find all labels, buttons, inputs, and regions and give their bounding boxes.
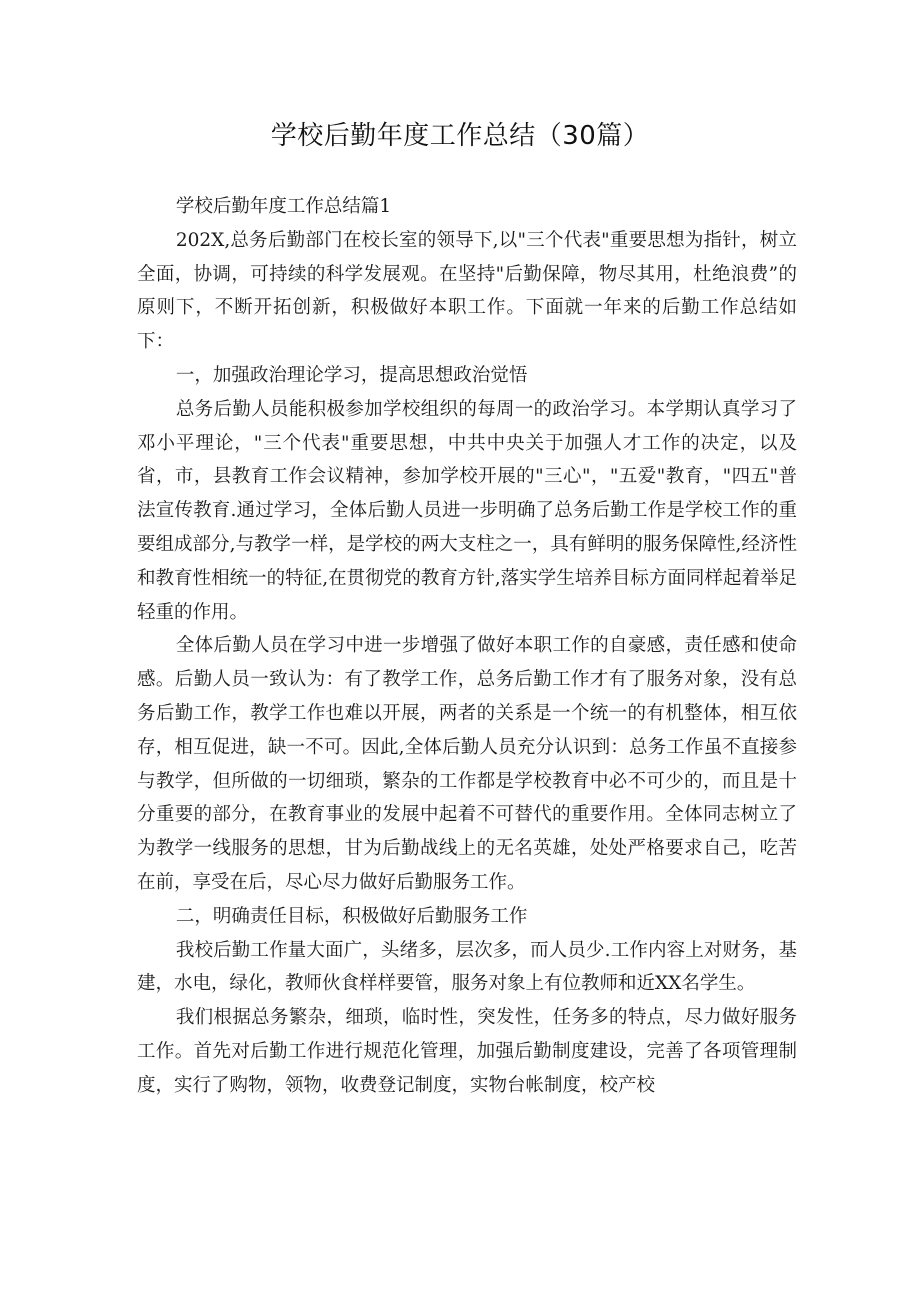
- section-heading-1: 一，加强政治理论学习，提高思想政治觉悟: [175, 364, 528, 386]
- paragraph: 总务后勤人员能积极参加学校组织的每周一的政治学习。本学期认真学习了邓小平理论，"三个代表"重要思想，中共中央关于加强人才工作的决定，以及省，市，县教育工作会议精神，参加学校开展的"三心"，"五爱"教育，"四五"普法宣传教育.通过学习，全体后勤人员进一步明确了总务后勤工作是学校工作的重要组成部分,与教学一样，是学校的两大支柱之一，具有鲜明的服务保障性,经济性和教育性相统一的特征,在贯彻党的教育方针,落实学生培养目标方面同样起着举足轻重的作用。: [137, 398, 797, 623]
- section-heading-2: 二，明确责任目标，积极做好后勤服务工作: [175, 905, 528, 927]
- section-heading-article-1: 学校后勤年度工作总结篇1: [175, 196, 392, 217]
- document-body: [137, 190, 797, 1103]
- paragraph-intro: 202X,总务后勤部门在校长室的领导下,以"三个代表"重要思想为指针，树立全面，协调，可持续的科学发展观。在坚持"后勤保障，物尽其用，杜绝浪费”的原则下，不断开拓创新，积极做好本职工作。下面就一年来的后勤工作总结如下：: [137, 229, 797, 353]
- document-title: 学校后勤年度工作总结（30篇）: [270, 121, 650, 151]
- paragraph: 我们根据总务繁杂，细琐，临时性，突发性，任务多的特点，尽力做好服务工作。首先对后勤工作进行规范化管理，加强后勤制度建设，完善了各项管理制度，实行了购物，领物，收费登记制度，实物台帐制度，校产校: [137, 1007, 797, 1096]
- paragraph: 全体后勤人员在学习中进一步增强了做好本职工作的自豪感，责任感和使命感。后勤人员一致认为：有了教学工作，总务后勤工作才有了服务对象，没有总务后勤工作，教学工作也难以开展，两者的关系是一个统一的有机整体，相互依存，相互促进，缺一不可。因此,全体后勤人员充分认识到：总务工作虽不直接参与教学，但所做的一切细琐，繁杂的工作都是学校教育中必不可少的，而且是十分重要的部分，在教育事业的发展中起着不可替代的重要作用。全体同志树立了为教学一线服务的思想，甘为后勤战线上的无名英雄，处处严格要求自己，吃苦在前，享受在后，尽心尽力做好后勤服务工作。: [137, 635, 797, 893]
- paragraph: 我校后勤工作量大面广，头绪多，层次多，而人员少.工作内容上对财务，基建，水电，绿化，教师伙食样样要管，服务对象上有位教师和近XX名学生。: [137, 939, 797, 995]
